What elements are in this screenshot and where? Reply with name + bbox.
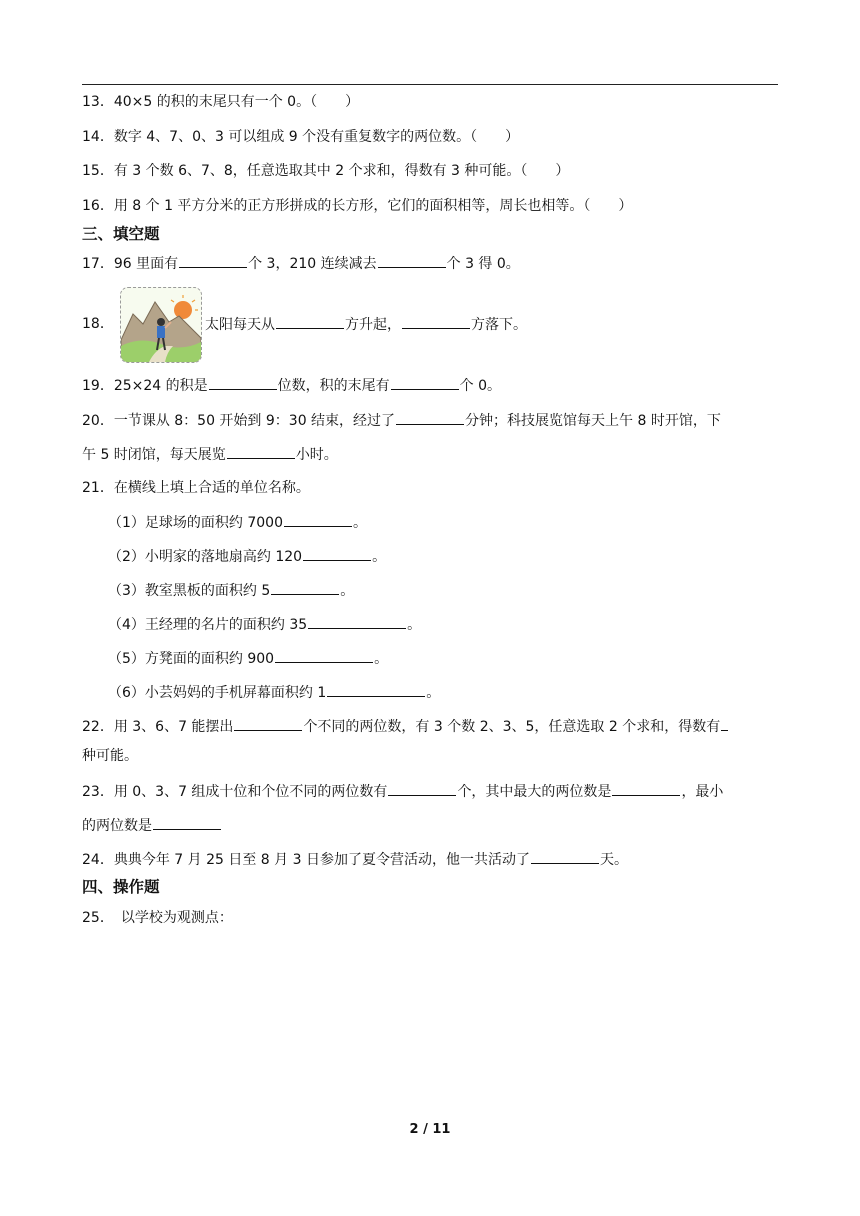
question-17 xyxy=(82,253,520,274)
question-23-line1 xyxy=(82,781,723,802)
q18-text-b: 方升起， xyxy=(345,317,401,333)
q20-text-a: 20．一节课从 8：50 开始到 9：30 结束，经过了 xyxy=(82,413,396,429)
q21-item-text: （1）足球场的面积约 7000 xyxy=(108,515,283,531)
q21-item-end: 。 xyxy=(372,549,387,565)
answer-blank[interactable] xyxy=(276,314,344,329)
q21-item-text: （2）小明家的落地扇高约 120 xyxy=(108,549,303,565)
answer-blank[interactable] xyxy=(209,375,277,390)
question-19 xyxy=(82,375,501,396)
q24-text-b: 天。 xyxy=(599,852,628,868)
answer-blank[interactable] xyxy=(388,781,456,796)
q17-text-a: 17．96 里面有 xyxy=(82,256,179,272)
answer-blank[interactable] xyxy=(234,716,302,731)
q21-item xyxy=(108,682,440,703)
q23-text-c: ，最小 xyxy=(681,784,724,800)
q21-item-end: 。 xyxy=(340,583,355,599)
question-16: 16．用 8 个 1 平方分米的正方形拼成的长方形，它们的面积相等，周长也相等。（ ） xyxy=(82,198,633,214)
q20-text-c: 午 5 时闭馆，每天展览 xyxy=(82,447,226,463)
question-13: 13．40×5 的积的末尾只有一个 0。（ ） xyxy=(82,94,360,110)
q21-item-end: 。 xyxy=(426,685,441,701)
q24-text-a: 24．典典今年 7 月 25 日至 8 月 3 日参加了夏令营活动，他一共活动了 xyxy=(82,852,530,868)
q21-item xyxy=(108,580,354,601)
sunrise-illustration xyxy=(120,287,202,363)
answer-blank[interactable] xyxy=(271,580,339,595)
question-20-line2 xyxy=(82,444,338,465)
q21-item-text: （3）教室黑板的面积约 5 xyxy=(108,583,271,599)
question-18 xyxy=(205,314,527,335)
question-25: 25． 以学校为观测点： xyxy=(82,910,233,926)
answer-blank[interactable] xyxy=(179,253,247,268)
q21-item xyxy=(108,512,367,533)
q19-text-b: 位数，积的末尾有 xyxy=(277,378,390,394)
section-heading-fill-blanks: 三、填空题 xyxy=(82,225,160,243)
q18-text-a: 太阳每天从 xyxy=(205,317,275,333)
section-heading-operations: 四、操作题 xyxy=(82,878,160,896)
answer-blank[interactable] xyxy=(391,375,459,390)
answer-blank[interactable] xyxy=(153,815,221,830)
q21-item-text: （4）王经理的名片的面积约 35 xyxy=(108,617,308,633)
q19-text-a: 19．25×24 的积是 xyxy=(82,378,208,394)
q21-item-text: （5）方凳面的面积约 900 xyxy=(108,651,275,667)
question-18-number: 18． xyxy=(82,316,114,332)
answer-blank[interactable] xyxy=(284,512,352,527)
q19-text-c: 个 0。 xyxy=(459,378,501,394)
q21-item-end: 。 xyxy=(374,651,389,667)
answer-blank[interactable] xyxy=(275,648,373,663)
q22-text-a: 22．用 3、6、7 能摆出 xyxy=(82,719,234,735)
question-23-line2 xyxy=(82,815,222,836)
answer-blank[interactable] xyxy=(378,253,446,268)
question-20-line1 xyxy=(82,410,721,431)
q23-text-b: 个，其中最大的两位数是 xyxy=(457,784,612,800)
answer-blank[interactable] xyxy=(402,314,470,329)
q21-item-end: 。 xyxy=(353,515,367,531)
q20-text-d: 小时。 xyxy=(295,447,338,463)
question-24 xyxy=(82,849,628,870)
answer-blank[interactable] xyxy=(303,546,371,561)
q21-item xyxy=(108,546,386,567)
page-number: 2 / 11 xyxy=(409,1122,451,1137)
q21-item-text: （6）小芸妈妈的手机屏幕面积约 1 xyxy=(108,685,327,701)
q18-text-c: 方落下。 xyxy=(471,317,527,333)
header-rule xyxy=(82,84,778,85)
answer-blank[interactable] xyxy=(308,614,406,629)
q21-item xyxy=(108,614,421,635)
question-21-stem: 21．在横线上填上合适的单位名称。 xyxy=(82,480,310,496)
q21-item-end: 。 xyxy=(407,617,422,633)
q23-text-a: 23．用 0、3、7 组成十位和个位不同的两位数有 xyxy=(82,784,388,800)
question-14: 14．数字 4、7、0、3 可以组成 9 个没有重复数字的两位数。（ ） xyxy=(82,129,520,145)
q21-item xyxy=(108,648,388,669)
question-22-line2: 种可能。 xyxy=(82,748,138,764)
answer-blank[interactable] xyxy=(721,716,728,731)
q17-text-b: 个 3，210 连续减去 xyxy=(248,256,377,272)
q23-text-d: 的两位数是 xyxy=(82,818,152,834)
answer-blank[interactable] xyxy=(612,781,680,796)
q20-text-b: 分钟；科技展览馆每天上午 8 时开馆，下 xyxy=(465,413,721,429)
answer-blank[interactable] xyxy=(531,849,599,864)
answer-blank[interactable] xyxy=(396,410,464,425)
q17-text-c: 个 3 得 0。 xyxy=(446,256,520,272)
question-22-line1 xyxy=(82,716,729,737)
question-15: 15．有 3 个数 6、7、8，任意选取其中 2 个求和，得数有 3 种可能。（ ） xyxy=(82,163,570,179)
answer-blank[interactable] xyxy=(327,682,425,697)
q22-text-b: 个不同的两位数，有 3 个数 2、3、5，任意选取 2 个求和，得数有 xyxy=(303,719,721,735)
answer-blank[interactable] xyxy=(227,444,295,459)
